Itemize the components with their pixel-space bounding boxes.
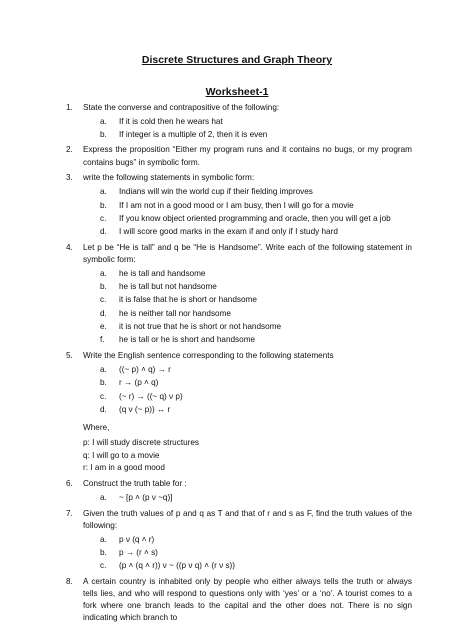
sub-question-text: (p ˄ (q ˄ r)) ν ~ ((p ν q) ˄ (r ν s))	[119, 561, 236, 571]
question-list	[66, 98, 412, 624]
question-2	[66, 144, 412, 168]
sub-question-letter: d.	[100, 404, 107, 414]
sub-question-text: I will score good marks in the exam if and only if I study hard	[119, 227, 338, 237]
sub-question	[100, 129, 412, 141]
sub-question-text: r → (p ˄ q)	[119, 378, 159, 388]
sub-question-letter: a.	[100, 534, 107, 544]
question-5	[66, 350, 412, 416]
sub-question	[100, 547, 412, 559]
sub-question	[100, 492, 412, 504]
question-text: Write the English sentence corresponding to the following statements	[83, 350, 334, 360]
sub-question	[100, 200, 412, 212]
question-number: 5.	[66, 350, 73, 360]
sub-question	[100, 560, 412, 572]
sub-question-letter: f.	[100, 335, 105, 345]
sub-question-letter: b.	[100, 129, 107, 139]
question-number: 6.	[66, 479, 73, 489]
sub-question	[100, 281, 412, 293]
sub-question-list	[83, 492, 412, 504]
sub-question-letter: b.	[100, 282, 107, 292]
sub-question-letter: b.	[100, 200, 107, 210]
sub-question	[100, 226, 412, 238]
sub-question-letter: c.	[100, 213, 107, 223]
sub-question-letter: c.	[100, 391, 107, 401]
sub-question-letter: a.	[100, 493, 107, 503]
sub-question-letter: d.	[100, 308, 107, 318]
sub-question-text: If it is cold then he wears hat	[119, 116, 223, 126]
sub-question	[100, 294, 412, 306]
sub-question-text: ((~ p) ˄ q) → r	[119, 364, 171, 374]
variable-definition: q: I will go to a movie	[83, 450, 160, 460]
where-label: Where,	[83, 422, 110, 432]
sub-question-text: p → (r ˄ s)	[119, 548, 158, 558]
sub-question	[100, 391, 412, 403]
sub-question	[100, 213, 412, 225]
question-number: 8.	[66, 577, 73, 587]
sub-question-letter: a.	[100, 187, 107, 197]
sub-question-letter: a.	[100, 116, 107, 126]
sub-question	[100, 364, 412, 376]
question-7	[66, 508, 412, 573]
sub-question	[100, 334, 412, 346]
sub-question-text: it is false that he is short or handsome	[119, 295, 257, 305]
question-text: Given the truth values of p and q as T and that of r and s as F, find the truth values of the following:	[83, 508, 412, 530]
question-number: 3.	[66, 173, 73, 183]
sub-question-letter: a.	[100, 268, 107, 278]
question-text: Express the proposition “Either my program runs and it contains no bugs, or my program contains bugs” in symbolic form.	[83, 145, 412, 167]
question-text: A certain country is inhabited only by people who either always tells the truth or always tells lies, and who will respond to questions only with ‘yes’ or a ‘no’. A tourist comes to a fork where one branch leads to the capital and the other does not. There is no sign indicating which branch to	[83, 577, 412, 623]
sub-question-list	[83, 186, 412, 238]
sub-question-letter: c.	[100, 561, 107, 571]
sub-question-text: he is neither tall nor handsome	[119, 308, 231, 318]
sub-question-text: If integer is a multiple of 2, then it is even	[119, 129, 268, 139]
sub-question	[100, 377, 412, 389]
sub-question-text: Indians will win the world cup if their fielding improves	[119, 187, 313, 197]
sub-question-text: p ν (q ˄ r)	[119, 534, 155, 544]
variable-definition: p: I will study discrete structures	[83, 438, 200, 448]
sub-question-letter: b.	[100, 378, 107, 388]
question-3	[66, 172, 412, 238]
sub-question-text: he is tall and handsome	[119, 268, 206, 278]
question-6	[66, 478, 412, 504]
sub-question	[100, 321, 412, 333]
question-text: State the converse and contrapositive of the following:	[83, 102, 280, 112]
question-text: Let p be “He is tall” and q be “He is Handsome”. Write each of the following statement in symbolic form:	[83, 242, 412, 264]
question-1	[66, 102, 412, 141]
sub-question	[100, 268, 412, 280]
question-text: Construct the truth table for :	[83, 479, 187, 489]
question-number: 4.	[66, 242, 73, 252]
sub-question-text: he is tall but not handsome	[119, 282, 217, 292]
question-number: 7.	[66, 508, 73, 518]
sub-question-letter: d.	[100, 227, 107, 237]
sub-question-letter: e.	[100, 322, 107, 331]
sub-question-letter: b.	[100, 548, 107, 558]
question-number: 2.	[66, 145, 73, 155]
worksheet-heading: Worksheet-1	[205, 86, 269, 98]
sub-question-text: (q ν (~ p)) ↔ r	[119, 404, 171, 414]
sub-question-text: If you know object oriented programming and oracle, then you will get a job	[119, 213, 391, 223]
variable-definition: r: I am in a good mood	[83, 463, 165, 473]
sub-question-text: (~ r) → ((~ q) ν p)	[119, 391, 183, 401]
sub-question	[100, 116, 412, 128]
sub-question-text: it is not true that he is short or not handsome	[119, 322, 282, 331]
sub-question-list	[83, 534, 412, 573]
sub-question-letter: a.	[100, 364, 107, 374]
sub-question	[100, 404, 412, 416]
sub-question-text: ~ [p ˄ (p ν ~q)]	[119, 493, 173, 503]
question-number: 1.	[66, 102, 73, 112]
sub-question-list	[83, 364, 412, 416]
sub-question-list	[83, 268, 412, 347]
document-title: Discrete Structures and Graph Theory	[141, 54, 333, 66]
question-text: write the following statements in symbolic form:	[83, 173, 255, 183]
sub-question-text: If I am not in a good mood or I am busy, then I will go for a movie	[119, 200, 354, 210]
question-4	[66, 242, 412, 347]
sub-question-letter: c.	[100, 295, 107, 305]
sub-question	[100, 534, 412, 546]
question-8	[66, 576, 412, 624]
sub-question-text: he is tall or he is short and handsome	[119, 335, 256, 345]
variable-definitions	[66, 422, 412, 475]
sub-question-list	[83, 116, 412, 141]
sub-question	[100, 186, 412, 198]
sub-question	[100, 308, 412, 320]
